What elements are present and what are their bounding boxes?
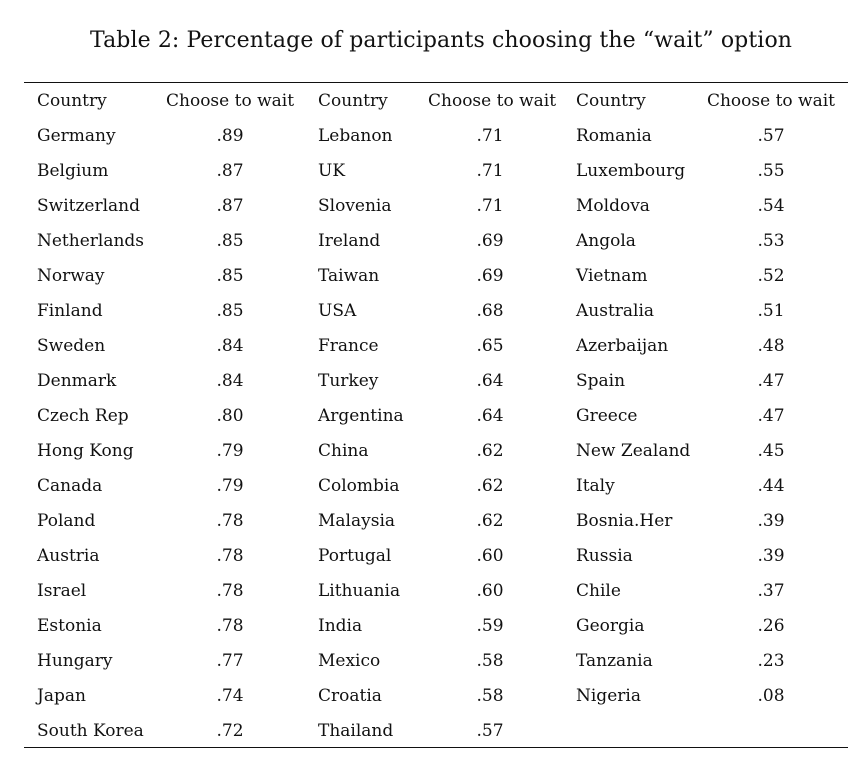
country-name: Japan — [37, 685, 86, 706]
country-name: Spain — [576, 370, 626, 391]
wait-share-value: .62 — [476, 440, 504, 461]
country-name: Angola — [576, 230, 636, 251]
wait-share-value: .89 — [216, 125, 244, 146]
wait-share-value: .78 — [216, 615, 244, 636]
country-name: Finland — [37, 300, 103, 321]
wait-share-value: .79 — [216, 440, 244, 461]
country-name: Argentina — [318, 405, 404, 426]
table-row — [24, 468, 848, 503]
table-row — [24, 573, 848, 608]
country-name: Thailand — [318, 720, 394, 741]
country-name: Chile — [576, 580, 621, 601]
country-name: Belgium — [37, 160, 109, 181]
country-name: Moldova — [576, 195, 650, 216]
wait-share-value: .74 — [216, 685, 244, 706]
country-name: China — [318, 440, 369, 461]
country-name: Canada — [37, 475, 103, 496]
wait-share-value: .71 — [476, 195, 504, 216]
table-row — [24, 293, 848, 328]
wait-share-value: .47 — [757, 405, 785, 426]
wait-share-value: .87 — [216, 160, 244, 181]
country-name: Poland — [37, 510, 96, 531]
table-row — [24, 188, 848, 223]
wait-share-value: .39 — [757, 510, 785, 531]
country-name: Mexico — [318, 650, 381, 671]
table-row — [24, 153, 848, 188]
table-row — [24, 608, 848, 643]
country-name: Switzerland — [37, 195, 141, 216]
wait-share-value: .57 — [757, 125, 785, 146]
country-name: Vietnam — [576, 265, 648, 286]
wait-share-value: .26 — [757, 615, 785, 636]
wait-share-value: .84 — [216, 335, 244, 356]
country-name: Russia — [576, 545, 633, 566]
country-name: Bosnia.Her — [576, 510, 673, 531]
wait-share-value: .78 — [216, 545, 244, 566]
country-name: Greece — [576, 405, 638, 426]
top-rule — [24, 82, 848, 83]
wait-share-value: .77 — [216, 650, 244, 671]
wait-share-value: .85 — [216, 300, 244, 321]
country-name: Israel — [37, 580, 87, 601]
table-row — [24, 538, 848, 573]
country-name: Georgia — [576, 615, 645, 636]
country-name: Germany — [37, 125, 116, 146]
wait-share-value: .37 — [757, 580, 785, 601]
wait-share-value — [694, 713, 848, 748]
country-name: Slovenia — [318, 195, 392, 216]
table-row — [24, 678, 848, 713]
table-row — [24, 118, 848, 153]
wait-share-value: .59 — [476, 615, 504, 636]
country-name: Austria — [37, 545, 100, 566]
country-name: Azerbaijan — [576, 335, 669, 356]
wait-share-value: .84 — [216, 370, 244, 391]
country-name: Portugal — [318, 545, 392, 566]
table-row — [24, 363, 848, 398]
country-name: South Korea — [37, 720, 144, 741]
country-name: Nigeria — [576, 685, 641, 706]
wait-share-value: .71 — [476, 160, 504, 181]
country-name: Czech Rep — [37, 405, 129, 426]
wait-share-value: .85 — [216, 265, 244, 286]
wait-share-value: .23 — [757, 650, 785, 671]
wait-share-value: .79 — [216, 475, 244, 496]
wait-share-value: .87 — [216, 195, 244, 216]
wait-share-value: .47 — [757, 370, 785, 391]
wait-share-value: .44 — [757, 475, 785, 496]
wait-share-value: .78 — [216, 580, 244, 601]
country-name: Croatia — [318, 685, 382, 706]
country-name: New Zealand — [576, 440, 691, 461]
wait-share-value: .71 — [476, 125, 504, 146]
country-name: Netherlands — [37, 230, 145, 251]
country-name: Italy — [576, 475, 615, 496]
country-name: Tanzania — [576, 650, 653, 671]
wait-share-value: .60 — [476, 545, 504, 566]
wait-share-value: .52 — [757, 265, 785, 286]
column-header-country: Country — [576, 91, 646, 111]
wait-share-value: .48 — [757, 335, 785, 356]
country-name: Turkey — [318, 370, 379, 391]
wait-share-value: .72 — [216, 720, 244, 741]
table-caption: Table 2: Percentage of participants choosing the “wait” option — [90, 28, 793, 53]
column-header-country: Country — [37, 91, 107, 111]
wait-share-value: .69 — [476, 230, 504, 251]
country-name: India — [318, 615, 363, 636]
table-row — [24, 433, 848, 468]
country-name: Luxembourg — [576, 160, 686, 181]
wait-share-value: .39 — [757, 545, 785, 566]
wait-share-value: .53 — [757, 230, 785, 251]
country-name: Lebanon — [318, 125, 393, 146]
table-row — [24, 713, 848, 748]
column-header-choose-to-wait: Choose to wait — [706, 91, 836, 111]
wait-share-value: .62 — [476, 510, 504, 531]
wait-share-value: .60 — [476, 580, 504, 601]
country-name: Taiwan — [318, 265, 380, 286]
wait-share-value: .55 — [757, 160, 785, 181]
country-name: Norway — [37, 265, 105, 286]
wait-share-value: .64 — [476, 370, 504, 391]
country-name: UK — [318, 160, 346, 181]
wait-share-value: .78 — [216, 510, 244, 531]
table-row — [24, 503, 848, 538]
wait-share-value: .80 — [216, 405, 244, 426]
table-row — [24, 643, 848, 678]
table-body — [24, 118, 848, 748]
table-row — [24, 223, 848, 258]
country-name: Denmark — [37, 370, 117, 391]
country-name: Colombia — [318, 475, 400, 496]
country-name: Hong Kong — [37, 440, 134, 461]
country-name: USA — [318, 300, 357, 321]
country-name: Australia — [576, 300, 655, 321]
wait-share-value: .45 — [757, 440, 785, 461]
wait-share-value: .85 — [216, 230, 244, 251]
column-header-choose-to-wait: Choose to wait — [428, 91, 557, 111]
country-name: Malaysia — [318, 510, 396, 531]
column-header-country: Country — [318, 91, 388, 111]
bottom-rule — [24, 747, 848, 748]
wait-share-value: .58 — [476, 685, 504, 706]
wait-share-value: .51 — [757, 300, 785, 321]
wait-share-value: .57 — [476, 720, 504, 741]
wait-share-value: .62 — [476, 475, 504, 496]
wait-share-value: .68 — [476, 300, 504, 321]
wait-option-table — [24, 84, 848, 748]
country-name: France — [318, 335, 379, 356]
country-name: Ireland — [318, 230, 381, 251]
wait-share-value: .58 — [476, 650, 504, 671]
table-row — [24, 398, 848, 433]
country-name: Sweden — [37, 335, 106, 356]
wait-share-value: .65 — [476, 335, 504, 356]
wait-share-value: .08 — [757, 685, 785, 706]
column-header-choose-to-wait: Choose to wait — [166, 91, 295, 111]
wait-share-value: .54 — [757, 195, 785, 216]
country-name: Romania — [576, 125, 652, 146]
country-name: Estonia — [37, 615, 102, 636]
wait-share-value: .69 — [476, 265, 504, 286]
country-name — [552, 713, 694, 748]
header-row — [24, 84, 848, 118]
country-name: Lithuania — [318, 580, 401, 601]
table-row — [24, 258, 848, 293]
country-name: Hungary — [37, 650, 113, 671]
wait-share-value: .64 — [476, 405, 504, 426]
table-row — [24, 328, 848, 363]
